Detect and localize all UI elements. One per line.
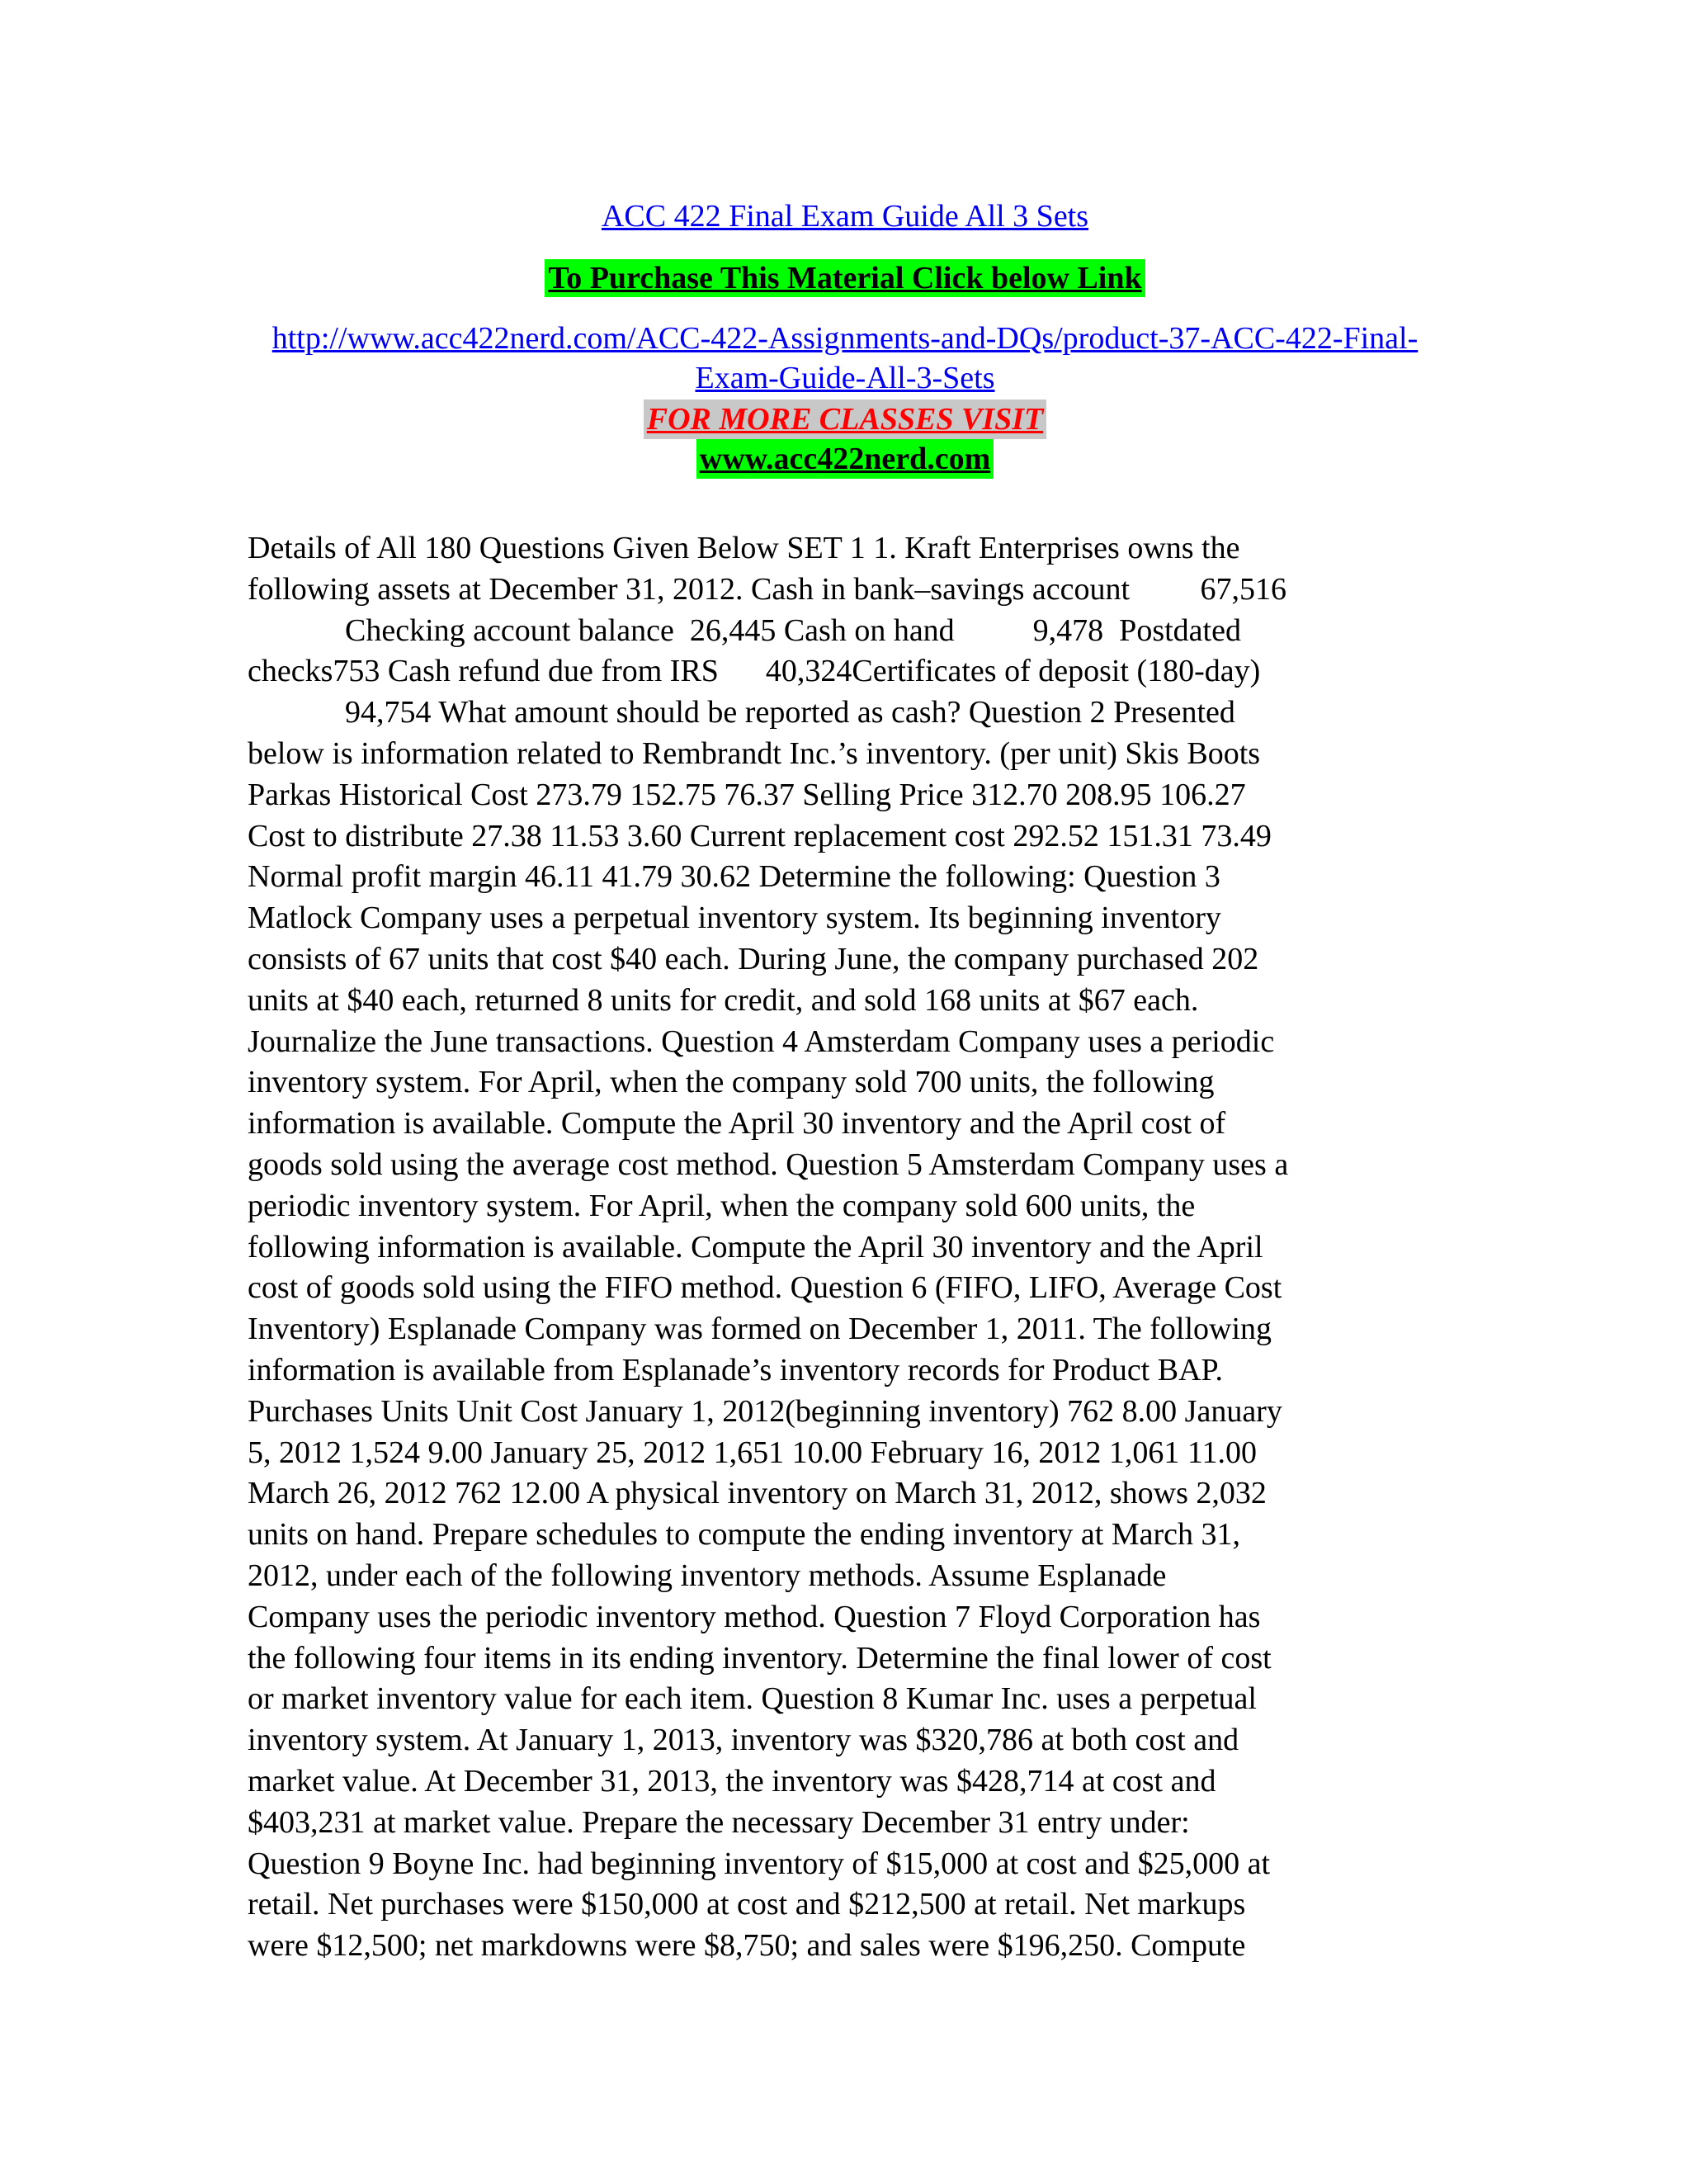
header-block bbox=[0, 195, 1690, 479]
body-line: Question 9 Boyne Inc. had beginning inventory of $15,000 at cost and $25,000 at bbox=[248, 1846, 1271, 1881]
body-line: were $12,500; net markdowns were $8,750; and sales were $196,250. Compute bbox=[248, 1928, 1246, 1964]
body-line: units on hand. Prepare schedules to compute the ending inventory at March 31, bbox=[248, 1517, 1241, 1553]
body-line: Company uses the periodic inventory method. Question 7 Floyd Corporation has bbox=[248, 1599, 1261, 1634]
site-line bbox=[0, 439, 1690, 479]
body-line: goods sold using the average cost method. Question 5 Amsterdam Company uses a bbox=[248, 1146, 1289, 1182]
body-line: market value. At December 31, 2013, the inventory was $428,714 at cost and bbox=[248, 1763, 1216, 1799]
body-line: following assets at December 31, 2012. Cash in bank–savings account 67,516 bbox=[248, 571, 1287, 607]
more-classes-text: FOR MORE CLASSES VISIT bbox=[644, 399, 1046, 439]
body-line: Parkas Historical Cost 273.79 152.75 76.37 Selling Price 312.70 208.95 106.27 bbox=[248, 777, 1246, 812]
body-line: Journalize the June transactions. Question 4 Amsterdam Company uses a periodic bbox=[248, 1023, 1275, 1059]
body-line: 2012, under each of the following inventory methods. Assume Esplanade bbox=[248, 1558, 1167, 1593]
title-link[interactable]: ACC 422 Final Exam Guide All 3 Sets bbox=[601, 199, 1089, 234]
body-line: the following four items in its ending inventory. Determine the final lower of cost bbox=[248, 1640, 1272, 1676]
body-line: information is available. Compute the April 30 inventory and the April cost of bbox=[248, 1106, 1226, 1142]
body-line: below is information related to Rembrandt Inc.’s inventory. (per unit) Skis Boots bbox=[248, 735, 1261, 771]
body-line: Purchases Units Unit Cost January 1, 2012(beginning inventory) 762 8.00 January bbox=[248, 1393, 1282, 1429]
body-line: Cost to distribute 27.38 11.53 3.60 Current replacement cost 292.52 151.31 73.49 bbox=[248, 818, 1272, 853]
body-line: Normal profit margin 46.11 41.79 30.62 Determine the following: Question 3 bbox=[248, 859, 1220, 895]
body-line: inventory system. At January 1, 2013, inventory was $320,786 at both cost and bbox=[248, 1723, 1239, 1758]
body-line: 5, 2012 1,524 9.00 January 25, 2012 1,651 10.00 February 16, 2012 1,061 11.00 bbox=[248, 1435, 1257, 1470]
body-text bbox=[248, 528, 1436, 1967]
body-line: March 26, 2012 762 12.00 A physical inventory on March 31, 2012, shows 2,032 bbox=[248, 1476, 1267, 1511]
body-line: cost of goods sold using the FIFO method. Question 6 (FIFO, LIFO, Average Cost bbox=[248, 1270, 1282, 1306]
body-line: Details of All 180 Questions Given Below SET 1 1. Kraft Enterprises owns the bbox=[248, 531, 1240, 565]
body-line: periodic inventory system. For April, when the company sold 600 units, the bbox=[248, 1188, 1196, 1223]
body-line: units at $40 each, returned 8 units for credit, and sold 168 units at $67 each. bbox=[248, 982, 1199, 1018]
body-line: Inventory) Esplanade Company was formed on December 1, 2011. The following bbox=[248, 1312, 1272, 1347]
body-line: consists of 67 units that cost $40 each. During June, the company purchased 202 bbox=[248, 941, 1259, 976]
product-url-link[interactable]: http://www.acc422nerd.com/ACC-422-Assignments-and-DQs/product-37-ACC-422-Final-Exam-Guide-All-3-Sets bbox=[271, 321, 1419, 395]
body-line: information is available from Esplanade’s inventory records for Product BAP. bbox=[248, 1352, 1223, 1387]
body-line: $403,231 at market value. Prepare the necessary December 31 entry under: bbox=[248, 1804, 1190, 1840]
body-line: 94,754 What amount should be reported as cash? Question 2 Presented bbox=[345, 695, 1235, 730]
body-line: checks753 Cash refund due from IRS 40,324Certificates of deposit (180-day) bbox=[248, 654, 1261, 689]
more-classes-line bbox=[0, 399, 1690, 439]
purchase-line bbox=[0, 259, 1690, 297]
body-line: retail. Net purchases were $150,000 at cost and $212,500 at retail. Net markups bbox=[248, 1887, 1246, 1922]
body-line: or market inventory value for each item. Question 8 Kumar Inc. uses a perpetual bbox=[248, 1681, 1257, 1717]
body-line: Checking account balance 26,445 Cash on hand 9,478 Postdated bbox=[345, 612, 1241, 648]
body-line: Matlock Company uses a perpetual inventory system. Its beginning inventory bbox=[248, 901, 1221, 936]
purchase-banner: To Purchase This Material Click below Link bbox=[545, 259, 1145, 297]
title-line bbox=[0, 195, 1690, 238]
body-line: inventory system. For April, when the company sold 700 units, the following bbox=[248, 1065, 1215, 1100]
body-line: following information is available. Compute the April 30 inventory and the April bbox=[248, 1229, 1263, 1265]
site-link[interactable]: www.acc422nerd.com bbox=[696, 439, 994, 479]
